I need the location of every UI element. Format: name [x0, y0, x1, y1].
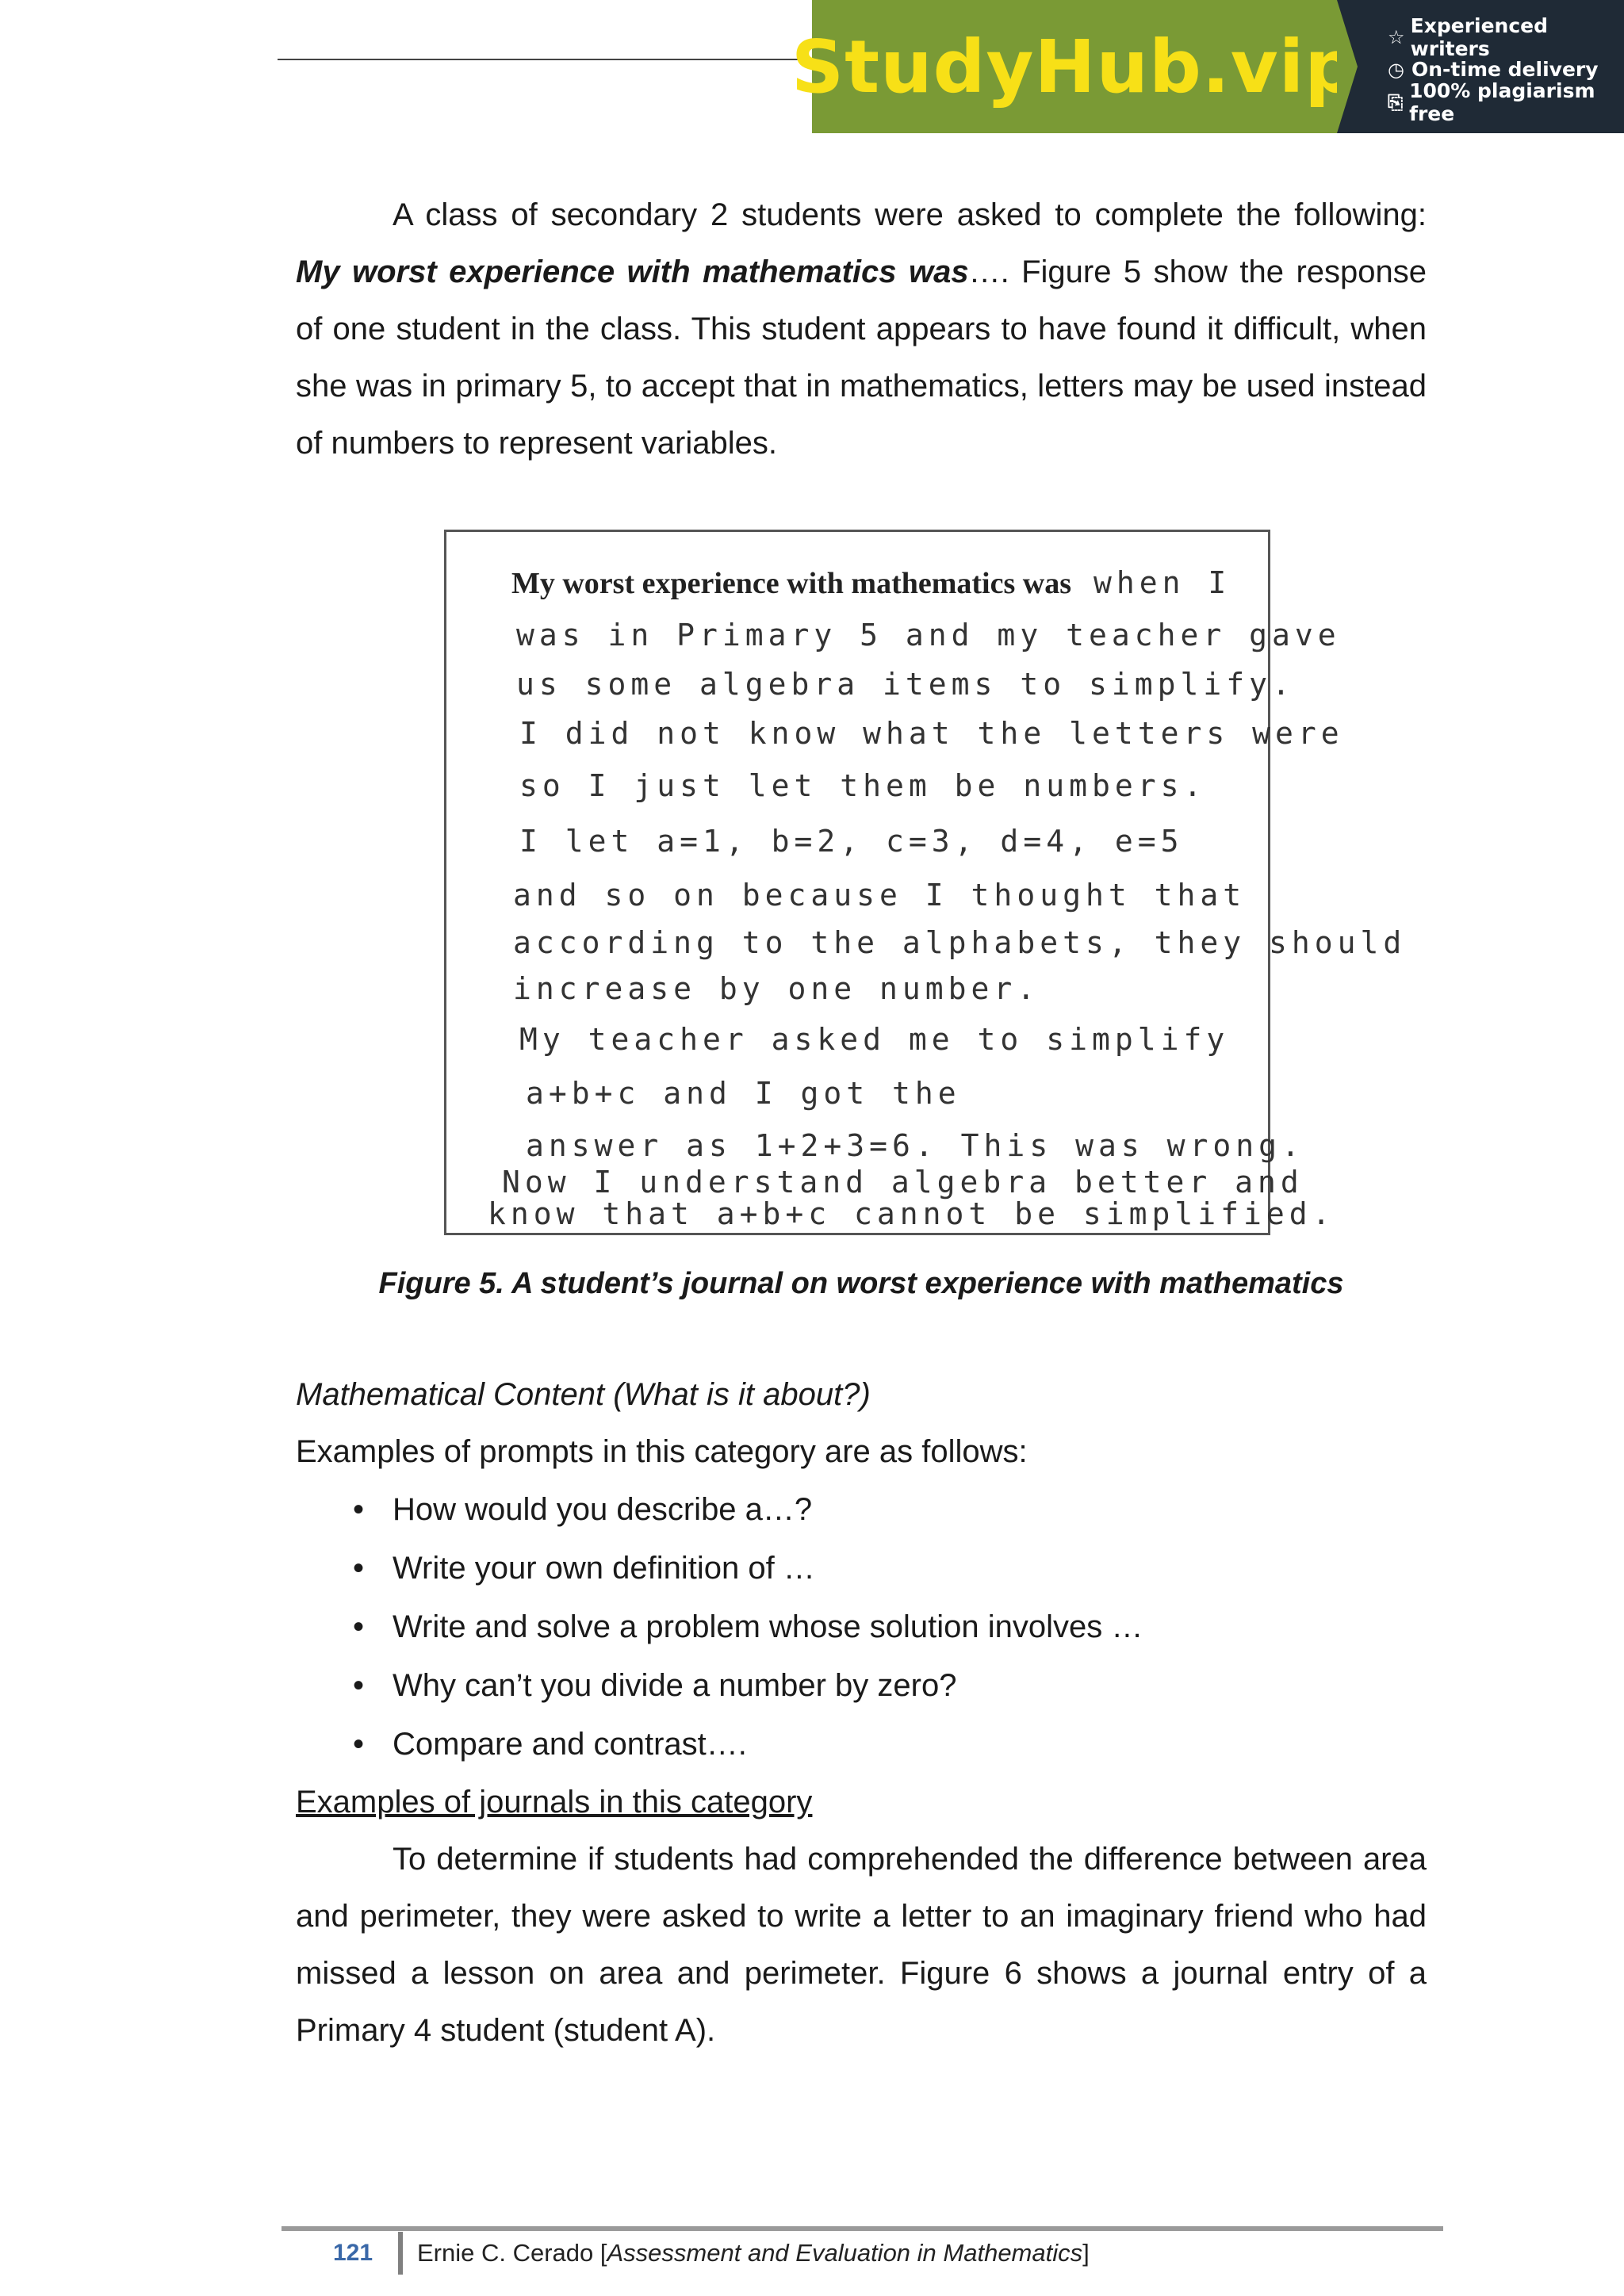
journal-prompt: My worst experience with mathematics was — [296, 254, 969, 289]
journal-line: so I just let them be numbers. — [519, 768, 1207, 803]
feature-plagiarism-free — [1388, 78, 1624, 125]
list-item: • Write your own definition of … — [296, 1539, 1427, 1598]
section-intro: Examples of prompts in this category are as follows: — [296, 1434, 1028, 1469]
page-number: 121 — [333, 2240, 373, 2266]
document-check-icon: ⎘ — [1388, 90, 1404, 113]
intro-text-part1: A class of secondary 2 students were asked to complete the following: — [393, 197, 1427, 232]
prompt-list — [296, 1480, 1427, 1774]
journals-paragraph: To determine if students had comprehended the difference between area and perimeter, they were asked to write a letter to an imaginary friend who had missed a lesson on area and perimeter. Figure 6 shows a journal entry of a Primary 4 student (student A). — [296, 1842, 1427, 2048]
journal-line: and so on because I thought that — [513, 878, 1247, 913]
journal-printed-prompt: My worst experience with mathematics was — [511, 567, 1071, 600]
list-item: • Why can’t you divide a number by zero? — [296, 1656, 1427, 1715]
mathematical-content-section — [296, 1366, 1427, 2059]
feature-label: On-time delivery — [1411, 58, 1599, 81]
banner-features — [1337, 0, 1624, 133]
header-rule — [278, 59, 817, 60]
studyhub-logo: StudyHub.vip — [791, 24, 1358, 109]
book-title: Assessment and Evaluation in Mathematics — [607, 2239, 1083, 2267]
clock-icon: ◷ — [1388, 58, 1404, 81]
journal-line: know that a+b+c cannot be simplified. — [488, 1196, 1335, 1231]
star-icon: ☆ — [1388, 25, 1405, 48]
figure-caption: Figure 5. A student’s journal on worst experience with mathematics — [378, 1267, 1344, 1300]
journal-line: a+b+c and I got the — [526, 1076, 961, 1111]
journal-line: was in Primary 5 and my teacher gave — [516, 618, 1341, 652]
journal-line: My teacher asked me to simplify — [519, 1022, 1230, 1057]
page-footer — [333, 2231, 1090, 2275]
feature-label: 100% plagiarism free — [1409, 78, 1595, 125]
footer-citation: Ernie C. Cerado [Assessment and Evaluation in Mathematics] — [417, 2239, 1090, 2267]
intro-text-part2: …. Figure 5 show the response of one student in the class. This student appears to have found it difficult, when she was in primary 5, to accept that in mathematics, letters may be used instead of numbers to represent variables. — [296, 254, 1427, 461]
journal-line: us some algebra items to simplify. — [516, 667, 1295, 702]
journal-line: Now I understand algebra better and — [502, 1165, 1304, 1200]
journal-line: I did not know what the letters were — [519, 716, 1344, 751]
list-item: • Compare and contrast…. — [296, 1715, 1427, 1774]
intro-section — [296, 186, 1427, 472]
section-heading: Mathematical Content (What is it about?) — [296, 1377, 871, 1412]
intro-paragraph — [296, 186, 1427, 472]
studyhub-banner[interactable] — [791, 0, 1624, 133]
feature-label: Experienced writers — [1410, 13, 1549, 60]
journal-line: I let a=1, b=2, c=3, d=4, e=5 — [519, 824, 1184, 859]
list-item: • Write and solve a problem whose solution involves … — [296, 1598, 1427, 1656]
journal-line: according to the alphabets, they should — [513, 925, 1407, 960]
student-journal-figure — [444, 530, 1407, 1235]
journals-subheading: Examples of journals in this category — [296, 1785, 813, 1820]
journal-line: answer as 1+2+3=6. This was wrong. — [526, 1128, 1304, 1163]
journal-line: increase by one number. — [513, 971, 1040, 1006]
banner-logo-area — [791, 0, 1358, 133]
list-item: • How would you describe a…? — [296, 1480, 1427, 1539]
journal-line: My worst experience with mathematics was when I — [511, 565, 1231, 600]
footer-divider — [398, 2232, 403, 2275]
feature-experienced-writers — [1388, 13, 1624, 60]
